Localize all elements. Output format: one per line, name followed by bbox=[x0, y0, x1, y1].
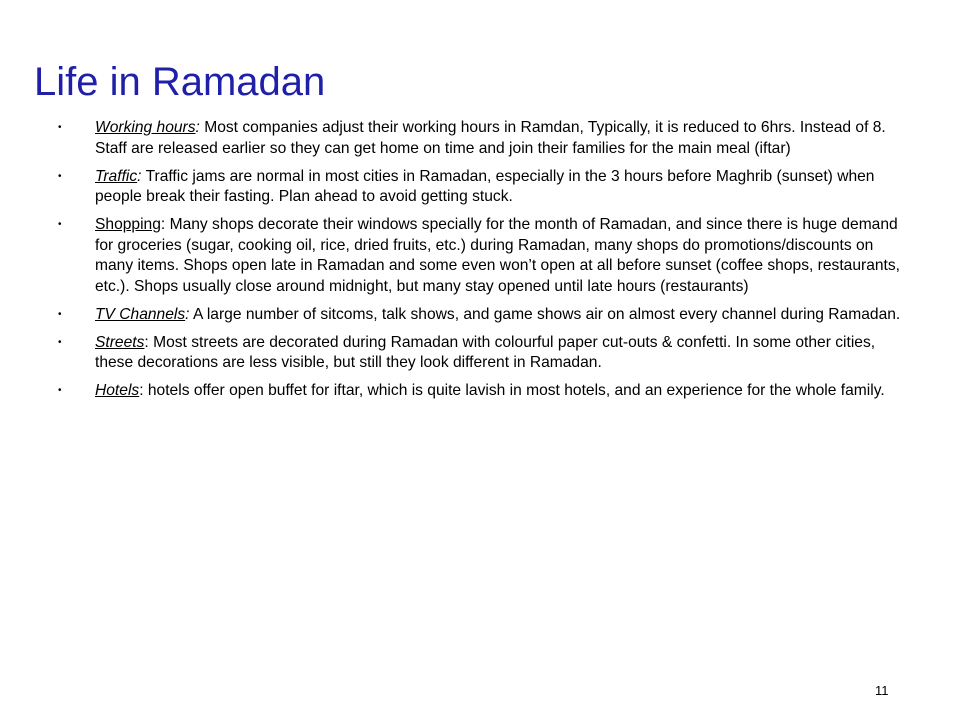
bullet-term: Shopping bbox=[95, 216, 161, 233]
bullet-separator: : bbox=[139, 382, 144, 399]
bullet-text: Most streets are decorated during Ramadan with colourful paper cut-outs & confetti. In some other cities, these decorations are less visible, but still they look different in Ramadan. bbox=[95, 333, 876, 371]
bullet-text: Traffic jams are normal in most cities in Ramadan, especially in the 3 hours before Maghrib (sunset) when people break their fasting. Plan ahead to avoid getting stuck. bbox=[95, 167, 875, 205]
bullet-streets bbox=[58, 333, 910, 374]
bullet-text: hotels offer open buffet for iftar, which is quite lavish in most hotels, and an experience for the whole family. bbox=[143, 382, 885, 399]
bullet-separator: : bbox=[195, 119, 200, 136]
bullet-shopping bbox=[58, 215, 910, 297]
page-number: 11 bbox=[875, 683, 889, 698]
bullet-term: Hotels bbox=[95, 382, 140, 399]
bullet-hotels bbox=[58, 381, 910, 402]
bullet-icon: • bbox=[58, 336, 62, 348]
bullet-working-hours bbox=[58, 118, 910, 159]
slide-title: Life in Ramadan bbox=[34, 60, 326, 104]
bullet-term: Working hours bbox=[95, 119, 196, 136]
bullet-icon: • bbox=[58, 308, 62, 320]
bullet-separator: : bbox=[185, 305, 190, 323]
bullet-traffic bbox=[58, 167, 910, 208]
bullet-term: Streets bbox=[95, 333, 145, 351]
bullet-text: Many shops decorate their windows specially for the month of Ramadan, and since there is huge demand for groceries (sugar, cooking oil, rice, dried fruits, etc.) during Ramadan, many shops do promotions/discounts on many items. Shops open late in Ramadan and some even won’t open at all before sunset (coffee shops, restaurants, etc.). Shops usually close around midnight, but many stay opened until late hours (restaurants) bbox=[95, 216, 900, 295]
bullet-icon: • bbox=[58, 385, 62, 396]
bullet-icon: • bbox=[58, 219, 62, 230]
bullet-tv-channels bbox=[58, 305, 910, 326]
bullet-list bbox=[58, 118, 910, 409]
bullet-term: Traffic bbox=[95, 167, 138, 185]
bullet-separator: : bbox=[160, 216, 166, 233]
bullet-icon: • bbox=[58, 170, 62, 182]
bullet-text: A large number of sitcoms, talk shows, and game shows air on almost every channel during Ramadan. bbox=[189, 305, 901, 323]
bullet-separator: : bbox=[137, 167, 142, 185]
bullet-text: Most companies adjust their working hours in Ramdan, Typically, it is reduced to 6hrs. Instead of 8. Staff are released earlier so they can get home on time and join their families for the main meal (iftar) bbox=[95, 119, 886, 157]
bullet-icon: • bbox=[58, 122, 62, 133]
bullet-separator: : bbox=[144, 333, 149, 351]
bullet-term: TV Channels bbox=[95, 305, 186, 323]
